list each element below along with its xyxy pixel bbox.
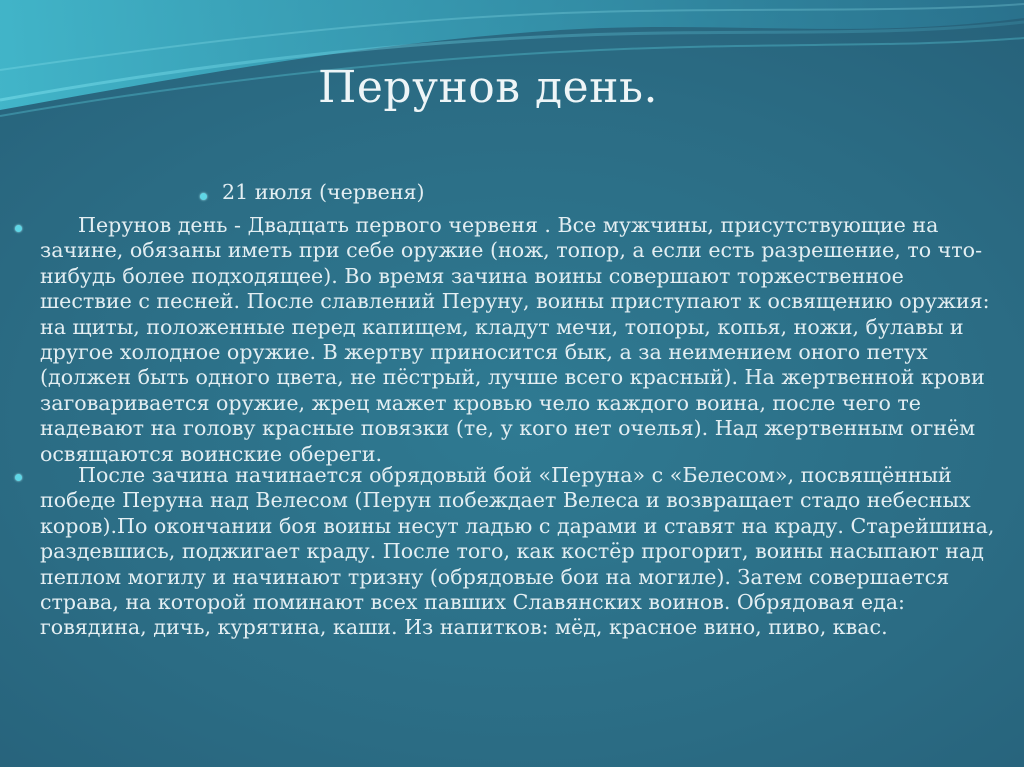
slide-title: Перунов день. [318, 62, 658, 113]
paragraph-1: Перунов день - Двадцать первого червеня . Все мужчины, присутствующие на зачине, обязаны иметь при себе оружие (нож, топор, а если есть разрешение, то что-нибудь более подходящее). Во время зачина воины совершают торжественное шествие с песней. После славлений Перуну, воины приступают к освящению оружия: на щиты, положенные перед капищем, кладут мечи, топоры, копья, ножи, булавы и другое холодное оружие. В жертву приносится бык, а за неимением оного петух (должен быть одного цвета, не пёстрый, лучше всего красный). На жертвенной крови заговаривается оружие, жрец мажет кровью чело каждого воина, после чего те надевают на голову красные повязки (те, у кого нет очелья). Над жертвенным огнём освящаются воинские обереги. [40, 213, 990, 466]
slide-body [0, 180, 1024, 740]
date-line: 21 июля (червеня) [222, 180, 425, 204]
bullet-icon [200, 193, 207, 200]
bullet-icon [15, 225, 22, 232]
bullet-icon [15, 474, 22, 481]
paragraph-2: После зачина начинается обрядовый бой «Перуна» с «Белесом», посвящённый победе Перуна над Велесом (Перун побеждает Велеса и возвращает стадо небесных коров).По окончании боя воины несут ладью с дарами и ставят на краду. Старейшина, раздевшись, поджигает краду. После того, как костёр прогорит, воины насыпают над пеплом могилу и начинают тризну (обрядовые бои на могиле). Затем совершается страва, на которой поминают всех павших Славянских воинов. Обрядовая еда: говядина, дичь, курятина, каши. Из напитков: мёд, красное вино, пиво, квас. [40, 463, 995, 640]
